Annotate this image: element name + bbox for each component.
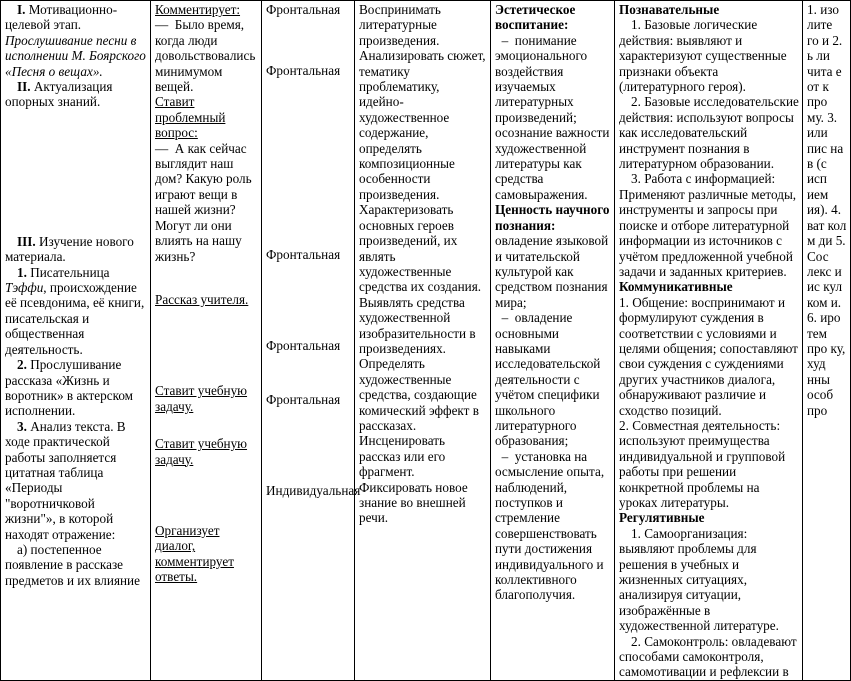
form-2: Фронтальная <box>266 63 341 79</box>
step-2: 2. Прослушивание рассказа «Жизнь и воротник» в актерском исполнении. <box>5 357 134 419</box>
step-1: 1. Писательница Тэффи, происхождение её псевдонима, её книги, писательская и общественная деятельность. <box>5 264 145 357</box>
form-1: Фронтальная <box>266 2 341 17</box>
truncated-text: 1. изо лите го и 2. ь ли чита е от к про му. 3. или пис на в (с исп ием ия). 4. ват кол м ди 5. Сос лекс и ис кул ком и. 6. иро тем про ку, худ нны особ про <box>807 2 847 418</box>
personal-results-cell <box>491 1 615 681</box>
stages-cell <box>1 1 151 681</box>
teacher-activity-cell <box>151 1 262 681</box>
science-heading: Ценность научного познания: <box>495 202 610 233</box>
stage-1: I. Мотивационно-целевой этап. <box>5 2 118 33</box>
cognitive-3: 3. Работа с информацией: Применяют различные методы, инструменты и запросы при поиске и отборе литературной информации из источников с учётом предложенной учебной задачи и заданных критериев. <box>619 171 797 279</box>
aesthetic-item: – понимание эмоционального воздействия изучаемых литературных произведений; осознание важности художественной литературы как средства самовыражения. <box>495 32 610 202</box>
regulative-heading: Регулятивные <box>619 510 705 526</box>
set-task-label-2: Ставит учебную задачу. <box>155 436 248 467</box>
organizes-dialog-label: Организует диалог, комментирует ответы. <box>155 522 234 585</box>
form-6: Индивидуальная <box>266 483 361 499</box>
step-3-a: а) постепенное появление в рассказе предметов и их влияние <box>5 541 140 588</box>
form-5: Фронтальная <box>266 391 341 407</box>
science-item-1: – овладение основными навыками исследовательской деятельности с учётом специфики школьного литературного образования; <box>495 310 601 449</box>
communicative-heading: Коммуникативные <box>619 279 733 295</box>
communicative-2: 2. Совместная деятельность: используют преимущества индивидуальной и групповой работы при решении конкретной проблемы на уроках литературы. <box>619 417 786 510</box>
step-3: 3. Анализ текста. В ходе практической работы заполняется цитатная таблица «Периоды "воротничковой жизни"», в которой находят отражение: <box>5 418 126 542</box>
problem-question-text: — А как сейчас выглядит наш дом? Какую роль играют вещи в нашей жизни? Могут ли они влиять на нашу жизнь? <box>155 140 252 264</box>
communicative-1: 1. Общение: воспринимают и формулируют суждения в соответствии с условиями и целями общения; сопоставляют свои суждения с суждениями других участников диалога, обнаруживают различие и сходство позиций. <box>619 294 798 418</box>
work-form-cell <box>262 1 361 681</box>
set-task-label-1: Ставит учебную задачу. <box>155 383 248 414</box>
cognitive-2: 2. Базовые исследовательские действия: используют вопросы как исследовательский инструмент познания в литературном образовании. <box>619 94 799 172</box>
stage-2: II. Актуализация опорных знаний. <box>5 79 113 110</box>
cognitive-1: 1. Базовые логические действия: выявляют и характеризуют существенные признаки объекта (литературного героя). <box>619 17 787 95</box>
regulative-2: 2. Самоконтроль: овладевают способами самоконтроля, самомотивации и рефлексии в <box>619 633 797 680</box>
student-activity-text: Воспринимать литературные произведения. Анализировать сюжет, тематику проблематику, идейно-художественное содержание, определять композиционные особенности произведения. Характеризовать основных героев произведений, их являть художественные средства их создания. Выявлять средства художественной изобразительности в произведениях. Определять художественные средства, создающие комический эффект в рассказах. Инсценировать рассказ или его фрагмент. Фиксировать новое знание во внешней речи. <box>359 2 486 526</box>
cognitive-heading: Познавательные <box>619 2 720 17</box>
problem-question-label: Ставит проблемный вопрос: <box>155 94 226 141</box>
teacher-story-label: Рассказ учителя. <box>155 291 249 307</box>
form-4: Фронтальная <box>266 338 341 354</box>
comment-text: — Было время, когда люди довольствовались минимумом вещей. <box>155 17 256 95</box>
student-activity-cell <box>355 1 491 681</box>
science-item-2: – установка на осмысление опыта, наблюдений, поступков и стремление совершенствовать пути достижения индивидуального и коллективного благополучия. <box>495 448 605 603</box>
form-3: Фронтальная <box>266 246 341 262</box>
science-text: овладение языковой и читательской культурой как средством познания мира; <box>495 233 609 310</box>
uud-cell <box>615 1 803 681</box>
aesthetic-heading: Эстетическое воспитание: <box>495 2 576 33</box>
stage-1-note: Прослушивание песни в исполнении М. Боярского «Песня о вещах». <box>5 32 146 79</box>
table-row <box>1 1 851 681</box>
stage-3: III. Изучение нового материала. <box>5 233 134 265</box>
comment-label: Комментирует: <box>155 2 241 17</box>
regulative-1: 1. Самоорганизация: выявляют проблемы для решения в учебных и жизненных ситуациях, анализируя ситуации, изображённые в художественной литературе. <box>619 525 779 634</box>
truncated-cell <box>803 1 851 681</box>
